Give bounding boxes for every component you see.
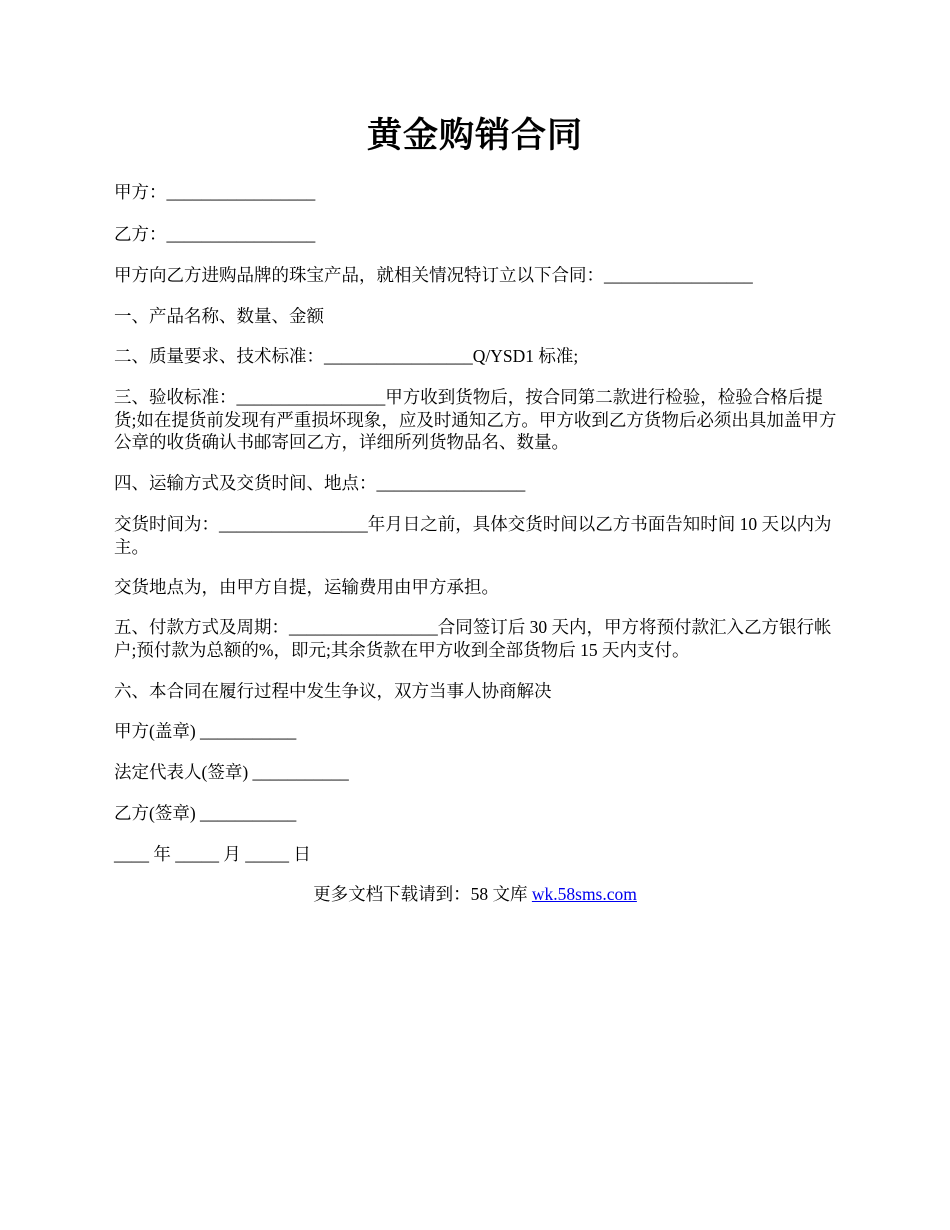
delivery-time-paragraph: 交货时间为：_________________年月日之前，具体交货时间以乙方书面告知时间 10 天以内为主。 [114,514,832,557]
party-a-line: 甲方：_________________ [114,182,316,202]
intro-paragraph: 甲方向乙方进购品牌的珠宝产品，就相关情况特订立以下合同：_________________ [114,265,753,285]
section-3-paragraph: 三、验收标准：_________________甲方收到货物后，按合同第二款进行检验，检验合格后提货;如在提货前发现有严重损坏现象，应及时通知乙方。甲方收到乙方货物后必须出具加盖甲方公章的收货确认书邮寄回乙方，详细所列货物品名、数量。 [114,387,837,452]
section-2-paragraph: 二、质量要求、技术标准：_________________Q/YSD1 标准; [114,346,579,366]
section-1-heading: 一、产品名称、数量、金额 [114,306,324,326]
date-line: ____ 年 _____ 月 _____ 日 [114,844,311,864]
delivery-place-paragraph: 交货地点为，由甲方自提，运输费用由甲方承担。 [114,577,499,597]
party-b-line: 乙方：_________________ [114,224,316,244]
footer-text: 更多文档下载请到：58 文库 [313,884,532,904]
party-b-seal-line: 乙方(签章) ___________ [114,803,297,823]
footer [114,883,836,906]
section-4-heading: 四、运输方式及交货时间、地点：_________________ [114,473,526,493]
footer-link[interactable]: wk.58sms.com [531,884,637,904]
document-title: 黄金购销合同 [366,116,583,155]
section-5-paragraph: 五、付款方式及周期：_________________合同签订后 30 天内，甲方将预付款汇入乙方银行帐户;预付款为总额的%，即元;其余货款在甲方收到全部货物后 15 天内支付。 [114,617,832,660]
legal-representative-line: 法定代表人(签章) ___________ [114,762,349,782]
party-a-seal-line: 甲方(盖章) ___________ [114,721,297,741]
section-6-paragraph: 六、本合同在履行过程中发生争议，双方当事人协商解决 [114,681,552,701]
